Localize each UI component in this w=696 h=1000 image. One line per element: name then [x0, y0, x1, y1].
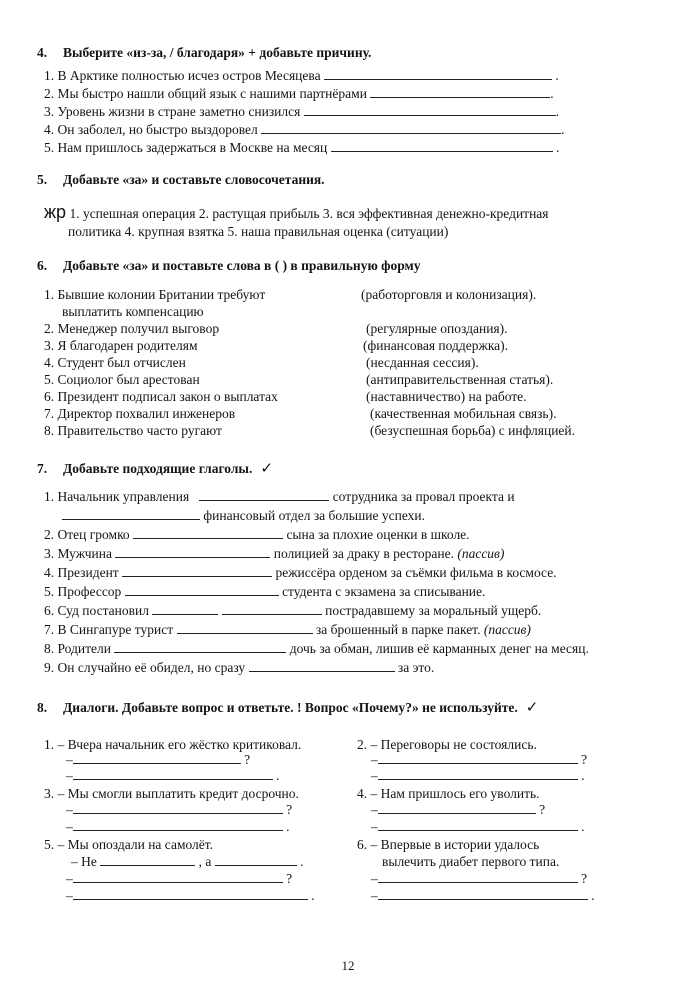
s7-line-2-end: сына за плохие оценки в школе.: [286, 527, 470, 542]
dialogue-5-prompt-start: – Не: [71, 854, 97, 869]
s7-line-3-passive: (пассив): [457, 546, 505, 561]
dialogue-2-question: [371, 751, 587, 768]
s7-line-1b-text: финансовый отдел за большие успехи.: [203, 508, 425, 523]
s5-line-1: [44, 204, 549, 222]
s4-item-3: [44, 103, 559, 120]
s7-line-1: [44, 488, 515, 505]
dialogue-6-answer-dot: .: [591, 888, 595, 903]
dialogue-5-blank-2[interactable]: [215, 853, 297, 866]
dialogue-5-question-mark: ?: [286, 871, 293, 886]
s6-right-2: (регулярные опоздания).: [366, 321, 508, 336]
s7-line-9-end: за это.: [397, 660, 435, 675]
dialogue-2-answer-blank[interactable]: [378, 767, 578, 780]
s6-left-7: 7. Директор похвалил инженеров: [44, 406, 236, 421]
dialogue-4-line: 4. – Нам пришлось его уволить.: [357, 786, 540, 801]
dialogue-4-answer-dash: –: [371, 819, 378, 834]
s4-item-3-blank[interactable]: [304, 103, 556, 116]
dialogue-5-answer-blank[interactable]: [73, 887, 308, 900]
dialogue-4-question-dash: –: [371, 802, 378, 817]
s4-item-5-text: 5. Нам пришлось задержаться в Москве на месяц: [44, 140, 328, 155]
s7-blank-8[interactable]: [114, 640, 286, 653]
dialogue-5-blank-1[interactable]: [100, 853, 195, 866]
dialogue-2-answer-dot: .: [581, 768, 585, 783]
s7-blank-2[interactable]: [133, 526, 283, 539]
s7-line-4: [44, 564, 557, 581]
s6-right-5: (антиправительственная статья).: [366, 372, 554, 387]
section-4-heading: Выберите «из-за, / благодаря» + добавьте причину.: [63, 45, 372, 60]
s6-right-3: (финансовая поддержка).: [363, 338, 509, 353]
s7-line-7-start: 7. В Сингапуре турист: [44, 622, 174, 637]
dialogue-1-question-blank[interactable]: [73, 751, 241, 764]
check-mark-icon-2: ✓: [525, 700, 539, 716]
section-4-title: [37, 45, 371, 61]
s5-line-2: политика 4. крупная взятка 5. наша правильная оценка (ситуации): [68, 224, 449, 239]
s4-item-4-end: .: [561, 122, 565, 137]
check-mark-icon: ✓: [260, 461, 273, 477]
s7-line-6: [44, 602, 541, 619]
section-8-number: 8.: [37, 700, 48, 715]
s4-item-4-blank[interactable]: [261, 121, 561, 134]
dialogue-1-answer-blank[interactable]: [73, 767, 273, 780]
dialogue-5-answer-dash: –: [66, 888, 73, 903]
s6-left-3: 3. Я благодарен родителям: [44, 338, 198, 353]
s7-line-3-start: 3. Мужчина: [44, 546, 112, 561]
s4-item-1: [44, 67, 559, 84]
dialogue-2-line: 2. – Переговоры не состоялись.: [357, 737, 537, 752]
s4-item-1-blank[interactable]: [324, 67, 552, 80]
dialogue-1-question-dash: –: [66, 752, 73, 767]
s7-line-2-start: 2. Отец громко: [44, 527, 130, 542]
dialogue-5-answer: [66, 887, 315, 904]
dialogue-6-line: 6. – Впервые в истории удалось: [357, 837, 540, 852]
s4-item-2-text: 2. Мы быстро нашли общий язык с нашими партнёрами: [44, 86, 367, 101]
s6-left-5: 5. Социолог был арестован: [44, 372, 200, 387]
s5-line-1-text: 1. успешная операция 2. растущая прибыль 3. вся эффективная денежно-кредитная: [69, 206, 549, 221]
s7-line-3: [44, 545, 504, 562]
s6-left-8: 8. Правительство часто ругают: [44, 423, 222, 438]
s7-line-7: [44, 621, 531, 638]
dialogue-6-answer-blank[interactable]: [378, 887, 588, 900]
dialogue-6-question-blank[interactable]: [378, 870, 578, 883]
section-7-heading: Добавьте подходящие глаголы.: [63, 461, 253, 476]
s7-line-1b: [62, 507, 425, 524]
s7-blank-9[interactable]: [249, 659, 395, 672]
s4-item-2-end: .: [550, 86, 554, 101]
dialogue-5-question: [66, 870, 292, 887]
s7-blank-1b[interactable]: [62, 507, 200, 520]
dialogue-5-question-dash: –: [66, 871, 73, 886]
dialogue-3-answer-dot: .: [286, 819, 290, 834]
s4-item-3-end: .: [555, 104, 560, 119]
section-5-title: [37, 172, 325, 188]
dialogue-2-question-blank[interactable]: [378, 751, 578, 764]
s6-right-7: (качественная мобильная связь).: [370, 406, 557, 421]
section-7-title: [37, 459, 273, 478]
section-8-title: [37, 698, 538, 717]
section-6-title: [37, 258, 420, 274]
s7-line-8-start: 8. Родители: [44, 641, 111, 656]
dialogue-1-question-mark: ?: [244, 752, 251, 767]
dialogue-4-answer-dot: .: [581, 819, 585, 834]
dialogue-6-answer-dash: –: [371, 888, 378, 903]
dialogue-3-question-dash: –: [66, 802, 73, 817]
section-8-heading: Диалоги. Добавьте вопрос и ответьте. ! Вопрос «Почему?» не используйте.: [63, 700, 518, 715]
dialogue-2-answer: [371, 767, 585, 784]
s7-blank-6b[interactable]: [222, 602, 322, 615]
s4-item-5-blank[interactable]: [331, 139, 553, 152]
dialogue-1-line: 1. – Вчера начальник его жёстко критиковал.: [44, 737, 302, 752]
s7-line-5-start: 5. Профессор: [44, 584, 122, 599]
s4-item-3-text: 3. Уровень жизни в стране заметно снизился: [44, 104, 301, 119]
section-6-heading: Добавьте «за» и поставьте слова в ( ) в правильную форму: [63, 258, 421, 273]
s4-item-4-text: 4. Он заболел, но быстро выздоровел: [44, 122, 258, 137]
dialogue-3-answer-dash: –: [66, 819, 73, 834]
s7-line-4-end: режиссёра орденом за съёмки фильма в космосе.: [275, 565, 557, 580]
dialogue-5-line: 5. – Мы опоздали на самолёт.: [44, 837, 214, 852]
dialogue-5-answer-dot: .: [311, 888, 315, 903]
dialogue-4-question: [371, 801, 545, 818]
s7-blank-7[interactable]: [177, 621, 313, 634]
s4-item-1-end: .: [555, 68, 559, 83]
dialogue-4-answer: [371, 818, 585, 835]
s7-line-6-end: пострадавшему за моральный ущерб.: [325, 603, 542, 618]
s6-left-1: 1. Бывшие колонии Британии требуют: [44, 287, 266, 302]
dialogue-3-question-blank[interactable]: [73, 801, 283, 814]
s6-left-2: 2. Менеджер получил выговор: [44, 321, 220, 336]
section-7-number: 7.: [37, 461, 48, 476]
dialogue-6-line-2: вылечить диабет первого типа.: [382, 854, 560, 869]
dialogue-3-line: 3. – Мы смогли выплатить кредит досрочно.: [44, 786, 299, 801]
section-5-heading: Добавьте «за» и составьте словосочетания.: [63, 172, 325, 187]
s4-item-2: [44, 85, 554, 102]
dialogue-1-answer: [66, 767, 280, 784]
dialogue-4-question-blank[interactable]: [378, 801, 536, 814]
dialogue-1-answer-dot: .: [276, 768, 280, 783]
s7-blank-1[interactable]: [199, 488, 329, 501]
s6-left-6: 6. Президент подписал закон о выплатах: [44, 389, 278, 404]
s7-blank-6a[interactable]: [152, 602, 218, 615]
s7-line-1-end: сотрудника за провал проекта и: [332, 489, 515, 504]
dialogue-3-answer: [66, 818, 290, 835]
s7-line-3-end: полицией за драку в ресторане.: [273, 546, 454, 561]
s7-line-6-start: 6. Суд постановил: [44, 603, 149, 618]
s5-prefix: жр: [44, 202, 67, 222]
s7-line-8-end: дочь за обман, лишив её карманных денег на месяц.: [289, 641, 589, 656]
s6-right-8: (безуспешная борьба) с инфляцией.: [370, 423, 576, 438]
s7-line-9-start: 9. Он случайно её обидел, но сразу: [44, 660, 246, 675]
s7-line-7-passive: (пассив): [483, 622, 531, 637]
s4-item-2-blank[interactable]: [370, 85, 550, 98]
dialogue-6-answer: [371, 887, 595, 904]
dialogue-6-question-mark: ?: [581, 871, 588, 886]
dialogue-3-question: [66, 801, 292, 818]
s4-item-1-text: 1. В Арктике полностью исчез остров Месяцева: [44, 68, 321, 83]
page-number: 12: [341, 958, 355, 973]
s7-line-9: [44, 659, 434, 676]
dialogue-6-question: [371, 870, 587, 887]
s6-right-4: (несданная сессия).: [366, 355, 479, 370]
dialogue-1-question: [66, 751, 250, 768]
s7-line-5-end: студента с экзамена за списывание.: [282, 584, 486, 599]
s7-line-5: [44, 583, 485, 600]
dialogue-4-answer-blank[interactable]: [378, 818, 578, 831]
s4-item-5-end: .: [556, 140, 560, 155]
dialogue-2-question-dash: –: [371, 752, 378, 767]
dialogue-4-question-mark: ?: [539, 802, 546, 817]
s7-line-8: [44, 640, 589, 657]
section-5-number: 5.: [37, 172, 48, 187]
s6-left-4: 4. Студент был отчислен: [44, 355, 186, 370]
s6-right-1: (работорговля и колонизация).: [361, 287, 537, 302]
s7-line-1-start: 1. Начальник управления: [44, 489, 190, 504]
dialogue-5-prompt-dot: .: [300, 854, 304, 869]
s4-item-4: [44, 121, 564, 138]
dialogue-5-question-blank[interactable]: [73, 870, 283, 883]
s7-line-2: [44, 526, 470, 543]
dialogue-3-question-mark: ?: [286, 802, 293, 817]
dialogue-2-question-mark: ?: [581, 752, 588, 767]
dialogue-6-question-dash: –: [371, 871, 378, 886]
s7-blank-5[interactable]: [125, 583, 279, 596]
s7-line-7-end: за брошенный в парке пакет.: [315, 622, 481, 637]
dialogue-2-answer-dash: –: [371, 768, 378, 783]
section-4-number: 4.: [37, 45, 48, 60]
dialogue-5-prompt-mid: , а: [198, 854, 212, 869]
s7-blank-4[interactable]: [122, 564, 272, 577]
s6-right-6: (наставничество) на работе.: [366, 389, 527, 404]
s6-left-1b: выплатить компенсацию: [62, 304, 204, 319]
dialogue-1-answer-dash: –: [66, 768, 73, 783]
s4-item-5: [44, 139, 559, 156]
dialogue-5-prompt: [71, 853, 304, 870]
s7-blank-3[interactable]: [115, 545, 270, 558]
section-6-number: 6.: [37, 258, 48, 273]
dialogue-3-answer-blank[interactable]: [73, 818, 283, 831]
s7-line-4-start: 4. Президент: [44, 565, 119, 580]
